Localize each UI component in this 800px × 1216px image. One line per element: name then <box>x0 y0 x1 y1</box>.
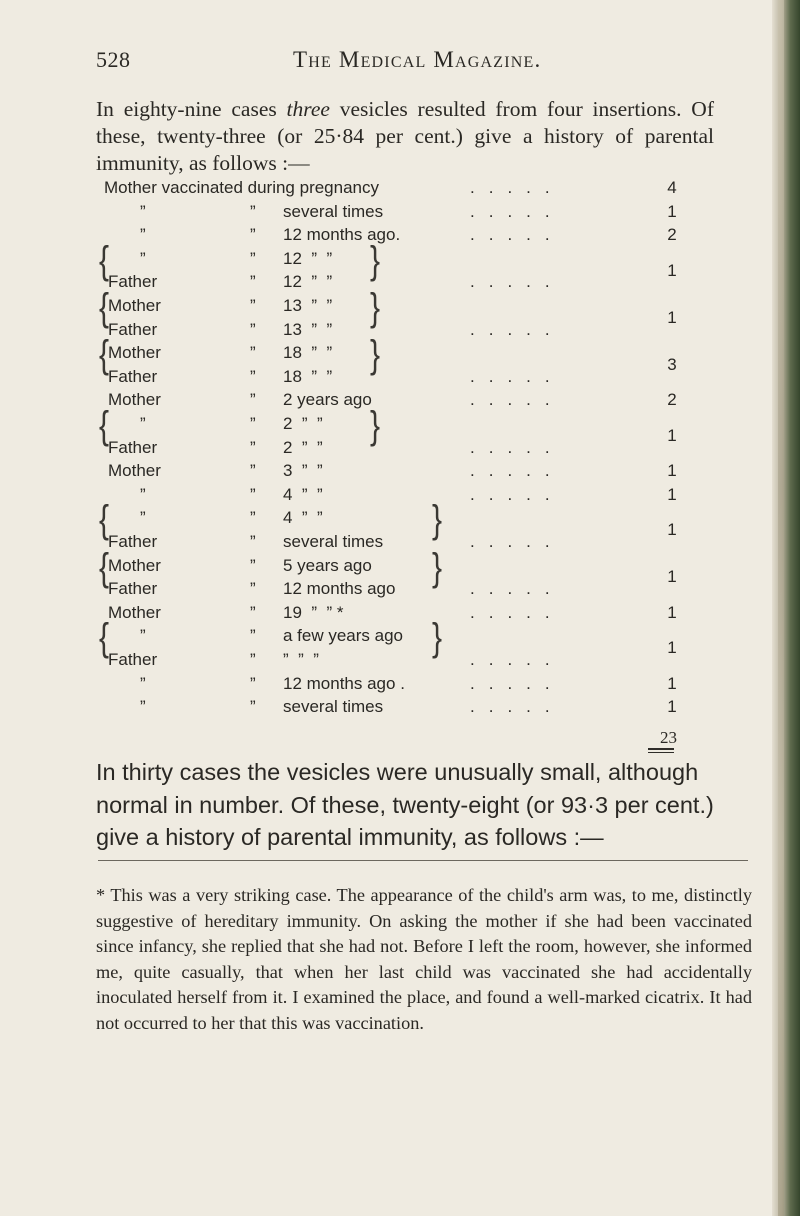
row-when: 2 years ago <box>283 390 372 410</box>
footnote-rule <box>98 860 748 861</box>
row-count: 4 <box>667 178 677 197</box>
row-parent: ” <box>140 626 146 646</box>
row-parent: Mother <box>108 461 161 481</box>
right-bracket: } <box>432 499 443 543</box>
leader-dots: ..... <box>470 201 564 221</box>
table-row <box>0 520 772 554</box>
row-parent: ” <box>140 248 146 268</box>
right-bracket: } <box>370 286 381 330</box>
second-paragraph: In thirty cases the vesicles were unusually small, although normal in number. Of these, twenty-eight (or 93·3 per cent.) give a history of parental immunity, as follows :— <box>96 759 714 850</box>
row-when: several times <box>283 532 384 551</box>
row-ditto: ” <box>250 484 256 504</box>
row-ditto: ” <box>250 248 256 268</box>
row-parent: Mother <box>108 602 161 622</box>
row-when: 4 ” ” <box>283 508 323 528</box>
row-parent: ” <box>140 697 146 717</box>
row-parent: Father <box>108 319 158 339</box>
leader-dots: ..... <box>470 366 564 386</box>
row-when: 18 ” ” <box>283 366 333 386</box>
table-row <box>0 260 772 294</box>
row-count: 2 <box>667 390 677 410</box>
row-parent: ” <box>140 673 146 693</box>
table-row <box>0 343 772 365</box>
row-when: 3 ” ” <box>283 461 323 481</box>
row-ditto: ” <box>250 225 256 245</box>
table-row <box>0 674 772 696</box>
row-when: 2 ” ” <box>283 437 323 457</box>
table-row <box>0 225 772 247</box>
row-count: 1 <box>667 484 677 504</box>
table-row <box>0 638 772 672</box>
table-row <box>0 414 772 436</box>
table-row <box>0 603 772 625</box>
row-ditto: ” <box>250 555 256 575</box>
row-count: 1 <box>667 638 677 658</box>
table-row <box>0 485 772 507</box>
row-ditto: ” <box>250 626 256 646</box>
running-title: The Medical Magazine. <box>293 47 542 72</box>
row-ditto: ” <box>250 390 256 410</box>
right-bracket: } <box>370 334 381 377</box>
row-description: Mother vaccinated during pregnancy <box>104 178 379 197</box>
footnote: * This was a very striking case. The appearance of the child's arm was, to me, distinctly suggestive of hereditary immunity. On asking the mother if she had been vaccinated since infancy, she replied that she had not. Before I left the room, however, she informed me, quite casually, that when her last child was vaccinated she had accidentally inoculated herself from it. I examined the place, and found a well-marked cicatrix. It had not occurred to her that this was vaccination. <box>96 885 752 1033</box>
total-rule-double <box>648 752 674 753</box>
row-when: 12 months ago <box>283 579 396 599</box>
row-ditto: ” <box>250 366 256 386</box>
row-parent: Mother <box>108 343 161 363</box>
row-count: 1 <box>667 673 677 693</box>
row-when: 5 years ago <box>283 555 372 575</box>
right-bracket: } <box>370 404 381 448</box>
leader-dots: ..... <box>470 602 564 622</box>
leader-dots: ..... <box>470 461 564 481</box>
row-ditto: ” <box>250 296 256 315</box>
left-bracket: { <box>99 286 110 330</box>
row-parent: ” <box>140 201 146 221</box>
left-bracket: { <box>99 334 110 377</box>
row-ditto: ” <box>250 437 256 457</box>
leader-dots: ..... <box>470 437 564 457</box>
table-row <box>0 626 772 648</box>
row-count: 1 <box>667 201 677 221</box>
row-when: a few years ago <box>283 626 404 646</box>
leader-dots: ..... <box>470 579 564 599</box>
row-ditto: ” <box>250 461 256 481</box>
left-bracket: { <box>99 499 110 543</box>
row-count: 3 <box>667 355 677 374</box>
row-ditto: ” <box>250 508 256 528</box>
row-when: 12 ” ” <box>283 248 333 268</box>
row-parent: Father <box>108 532 158 551</box>
row-count: 1 <box>667 567 677 587</box>
row-count: 1 <box>667 697 677 717</box>
leader-dots: ..... <box>470 225 564 245</box>
row-count: 1 <box>667 602 677 622</box>
table-total: 23 <box>660 728 677 747</box>
row-parent: Mother <box>108 555 161 575</box>
row-parent: ” <box>140 225 146 245</box>
table-row <box>0 249 772 271</box>
intro-text-start: In eighty-nine cases <box>96 97 287 121</box>
row-ditto: ” <box>250 343 256 363</box>
table-row <box>0 567 772 601</box>
page-edge-shadow <box>772 0 800 1216</box>
table-row <box>0 697 772 719</box>
leader-dots: ..... <box>470 178 564 197</box>
row-when: 18 ” ” <box>283 343 333 363</box>
left-bracket: { <box>99 404 110 448</box>
row-ditto: ” <box>250 579 256 599</box>
row-ditto: ” <box>250 319 256 339</box>
leader-dots: ..... <box>470 532 564 551</box>
row-parent: Mother <box>108 296 161 315</box>
row-ditto: ” <box>250 272 256 292</box>
row-ditto: ” <box>250 602 256 622</box>
row-when: ” ” ” <box>283 650 319 669</box>
table-row <box>0 425 772 460</box>
row-count: 1 <box>667 425 677 445</box>
row-ditto: ” <box>250 697 256 717</box>
table-row <box>0 461 772 483</box>
leader-dots: ..... <box>470 673 564 693</box>
table-row <box>0 508 772 530</box>
row-when: 4 ” ” <box>283 484 323 504</box>
row-when: several times <box>283 201 384 221</box>
row-parent: ” <box>140 414 146 433</box>
row-ditto: ” <box>250 650 256 669</box>
row-ditto: ” <box>250 414 256 433</box>
table-row <box>0 556 772 578</box>
leader-dots: ..... <box>470 697 564 717</box>
leader-dots: ..... <box>470 484 564 504</box>
row-parent: Father <box>108 366 158 386</box>
table-row <box>0 296 772 318</box>
leader-dots: ..... <box>470 650 564 669</box>
table-row <box>0 178 772 200</box>
table-row <box>0 202 772 224</box>
table-row <box>0 390 772 412</box>
row-when: several times <box>283 697 384 717</box>
leader-dots: ..... <box>470 390 564 410</box>
right-bracket: } <box>432 546 443 590</box>
table-row <box>0 307 772 342</box>
row-when: 19 ” ” * <box>283 602 344 622</box>
row-parent: Mother <box>108 390 161 410</box>
row-when: 2 ” ” <box>283 414 323 433</box>
right-bracket: } <box>370 239 381 283</box>
leader-dots: ..... <box>470 272 564 292</box>
table-row <box>0 355 772 389</box>
row-count: 1 <box>667 260 677 280</box>
row-when: 12 months ago . <box>283 673 405 693</box>
row-ditto: ” <box>250 532 256 551</box>
left-bracket: { <box>99 617 110 661</box>
row-parent: ” <box>140 484 146 504</box>
row-parent: Father <box>108 272 158 292</box>
row-parent: Father <box>108 579 158 599</box>
row-when: 13 ” ” <box>283 319 333 339</box>
row-count: 1 <box>667 307 677 327</box>
row-parent: Father <box>108 650 158 669</box>
row-parent: Father <box>108 437 158 457</box>
page-number: 528 <box>96 47 131 72</box>
intro-emphasis: three <box>286 97 330 121</box>
intro-text-end: vesicles resulted from four insertions. Of these, twenty-three (or 25·84 per cent.) give a history of parental immunity, as follows :— <box>96 97 714 175</box>
row-count: 1 <box>667 461 677 481</box>
row-count: 1 <box>667 520 677 540</box>
leader-dots: ..... <box>470 319 564 339</box>
row-when: 13 ” ” <box>283 296 333 315</box>
left-bracket: { <box>99 546 110 590</box>
row-count: 2 <box>667 225 677 245</box>
right-bracket: } <box>432 617 443 661</box>
row-ditto: ” <box>250 673 256 693</box>
row-when: 12 ” ” <box>283 272 333 292</box>
left-bracket: { <box>99 239 110 283</box>
total-rule <box>648 748 674 750</box>
row-ditto: ” <box>250 201 256 221</box>
row-parent: ” <box>140 508 146 528</box>
row-when: 12 months ago. <box>283 225 401 245</box>
